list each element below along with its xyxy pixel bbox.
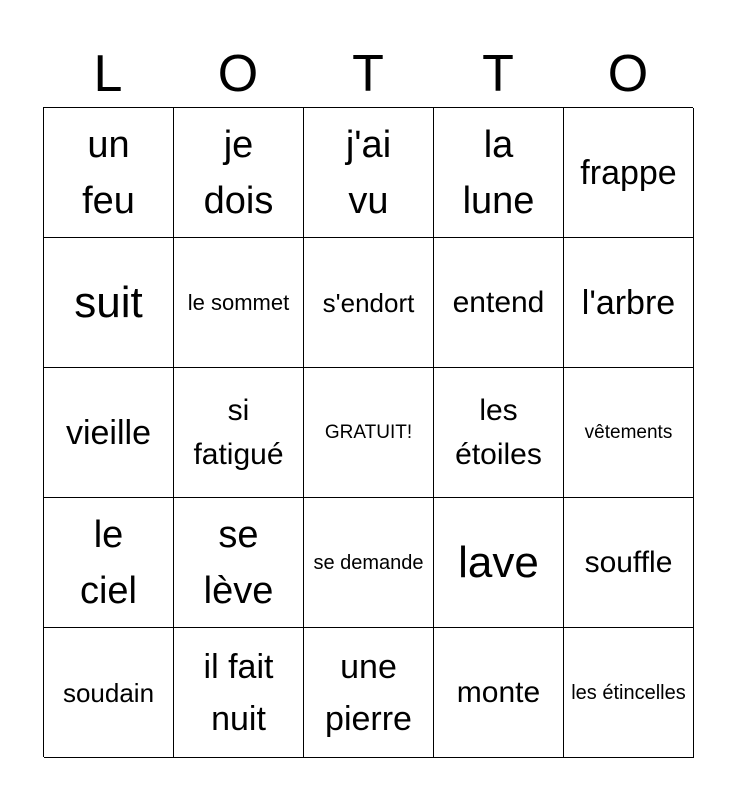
cell-word: se lève xyxy=(203,513,274,612)
lotto-cell[interactable] xyxy=(304,108,434,238)
lotto-cell[interactable] xyxy=(44,498,174,628)
cell-word: soudain xyxy=(62,677,155,708)
cell-word: monte xyxy=(456,675,541,709)
lotto-cell[interactable] xyxy=(434,368,564,498)
cell-word: je dois xyxy=(203,123,274,222)
lotto-cell[interactable] xyxy=(304,628,434,758)
lotto-cell[interactable] xyxy=(434,628,564,758)
title-letter-t: T xyxy=(352,45,384,103)
cell-word: suit xyxy=(74,277,143,327)
lotto-cell[interactable] xyxy=(174,238,304,368)
cell-word: GRATUIT! xyxy=(324,421,413,443)
lotto-cell[interactable] xyxy=(434,108,564,238)
lotto-cell[interactable] xyxy=(564,238,694,368)
cell-word: la lune xyxy=(462,123,535,222)
lotto-cell[interactable] xyxy=(434,238,564,368)
cell-word: les étoiles xyxy=(455,393,542,471)
card-title xyxy=(43,44,693,104)
lotto-cell[interactable] xyxy=(564,368,694,498)
cell-word: se demande xyxy=(313,551,424,574)
cell-word: le ciel xyxy=(79,513,138,612)
cell-word: vêtements xyxy=(584,421,673,443)
title-letter-o: O xyxy=(607,45,649,103)
cell-word: frappe xyxy=(580,153,677,192)
lotto-cell[interactable] xyxy=(434,498,564,628)
lotto-cell[interactable] xyxy=(304,498,434,628)
cell-word: j'ai vu xyxy=(345,123,392,222)
lotto-cell[interactable] xyxy=(564,498,694,628)
title-letter-t: T xyxy=(482,45,514,103)
cell-word: le sommet xyxy=(187,289,290,315)
lotto-cell[interactable] xyxy=(174,498,304,628)
lotto-cell[interactable] xyxy=(564,628,694,758)
lotto-cell[interactable] xyxy=(44,108,174,238)
title-letter-o: O xyxy=(217,45,259,103)
lotto-cell[interactable] xyxy=(174,368,304,498)
lotto-cell[interactable] xyxy=(304,238,434,368)
cell-word: vieille xyxy=(65,413,152,452)
cell-word: un feu xyxy=(82,123,135,222)
cell-word: les étincelles xyxy=(571,681,686,704)
cell-word: entend xyxy=(452,285,545,319)
cell-word: souffle xyxy=(584,545,673,579)
cell-word: l'arbre xyxy=(581,283,676,322)
cell-word: s'endort xyxy=(322,287,415,318)
lotto-cell[interactable] xyxy=(304,368,434,498)
lotto-cell[interactable] xyxy=(44,628,174,758)
lotto-cell[interactable] xyxy=(174,108,304,238)
lotto-cell[interactable] xyxy=(44,368,174,498)
cell-word: lave xyxy=(458,537,539,587)
cell-word: une pierre xyxy=(325,647,412,738)
cell-word: si fatigué xyxy=(193,393,284,471)
title-letter-l: L xyxy=(93,45,123,103)
lotto-grid xyxy=(43,107,693,757)
lotto-cell[interactable] xyxy=(44,238,174,368)
lotto-cell[interactable] xyxy=(564,108,694,238)
lotto-cell[interactable] xyxy=(174,628,304,758)
cell-word: il fait nuit xyxy=(203,647,274,738)
